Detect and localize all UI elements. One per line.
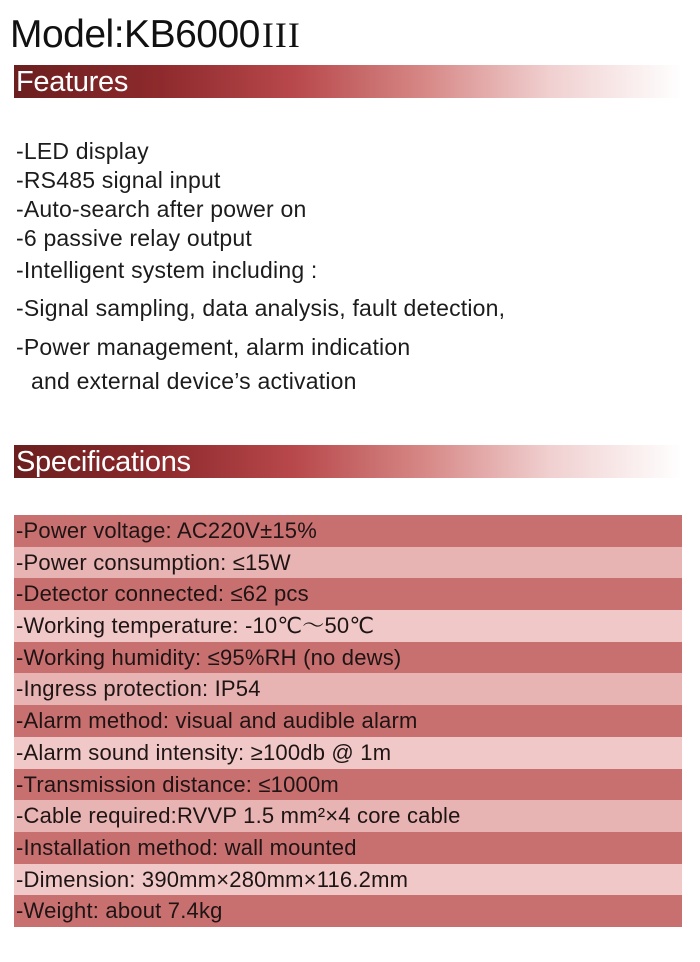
feature-item: -RS485 signal input bbox=[16, 167, 221, 193]
feature-item: -6 passive relay output bbox=[16, 225, 253, 251]
specifications-header bbox=[14, 445, 682, 478]
spec-row: -Alarm sound intensity: ≥100db @ 1m bbox=[14, 737, 682, 769]
model-title bbox=[10, 12, 301, 58]
spec-row: -Transmission distance: ≤1000m bbox=[14, 769, 682, 801]
spec-row: -Alarm method: visual and audible alarm bbox=[14, 705, 682, 737]
specifications-table bbox=[14, 515, 682, 927]
feature-item-continuation: and external device’s activation bbox=[31, 368, 357, 394]
model-prefix: Model:KB6000 bbox=[10, 13, 260, 56]
spec-row: -Power voltage: AC220V±15% bbox=[14, 515, 682, 547]
spec-row: -Weight: about 7.4kg bbox=[14, 895, 682, 927]
spec-row: -Working humidity: ≤95%RH (no dews) bbox=[14, 642, 682, 674]
features-header bbox=[14, 65, 682, 98]
spec-row: -Dimension: 390mm×280mm×116.2mm bbox=[14, 864, 682, 896]
spec-row: -Working temperature: -10℃～50℃ bbox=[14, 610, 682, 642]
spec-row: -Installation method: wall mounted bbox=[14, 832, 682, 864]
feature-item: -Intelligent system including : bbox=[16, 257, 318, 283]
spec-row: -Ingress protection: IP54 bbox=[14, 673, 682, 705]
spec-row: -Detector connected: ≤62 pcs bbox=[14, 578, 682, 610]
feature-item: -Auto-search after power on bbox=[16, 196, 307, 222]
feature-item: -Power management, alarm indication bbox=[16, 334, 411, 360]
spec-row: -Cable required:RVVP 1.5 mm²×4 core cable bbox=[14, 800, 682, 832]
spec-row: -Power consumption: ≤15W bbox=[14, 547, 682, 579]
model-suffix: III bbox=[261, 15, 301, 55]
feature-item: -LED display bbox=[16, 138, 149, 164]
specifications-title: Specifications bbox=[16, 446, 191, 478]
feature-item: -Signal sampling, data analysis, fault detection, bbox=[16, 295, 506, 321]
features-title: Features bbox=[16, 66, 129, 98]
